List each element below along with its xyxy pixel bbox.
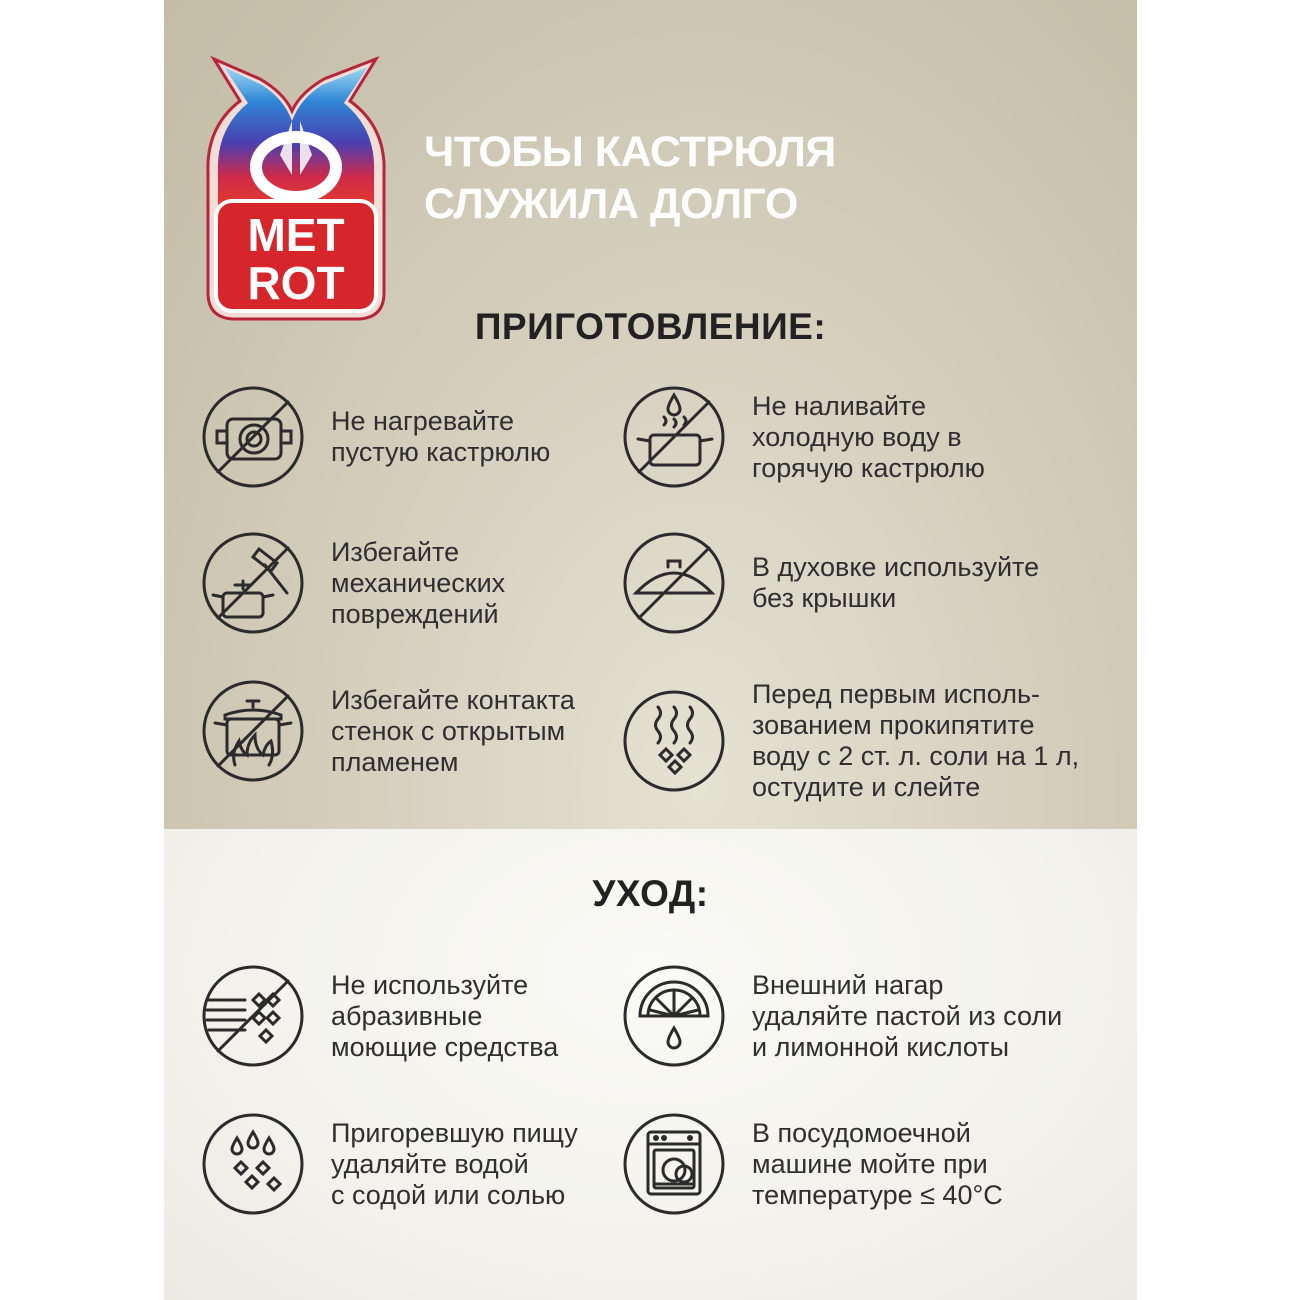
tip-text: Внешний нагар удаляйте пастой из соли и лимонной кислоты [752, 969, 1063, 1062]
tip-text: В духовке используйте без крышки [752, 552, 1040, 613]
tip-water-soda [201, 1112, 578, 1216]
tip-text: Избегайте механических повреждений [331, 536, 506, 629]
no-abrasive-icon [201, 964, 305, 1068]
tip-dishwasher [622, 1112, 1003, 1216]
tip-text: Перед первым исполь- зованием прокипятите воду с 2 ст. л. соли на 1 л, остудите и слейте [752, 679, 1080, 802]
tip-text: В посудомоечной машине мойте при температуре ≤ 40°С [752, 1117, 1003, 1210]
tip-no-hammer-damage [201, 531, 505, 635]
tip-lemon-paste [622, 964, 1062, 1068]
care-section-title: УХОД: [592, 873, 709, 914]
cooking-section-title: ПРИГОТОВЛЕНИЕ: [474, 306, 827, 347]
no-empty-heating-icon [201, 385, 305, 489]
oven-no-lid-icon [622, 531, 726, 635]
brand-line-2: ROT [247, 257, 345, 309]
dishwasher-icon [622, 1112, 726, 1216]
tip-no-open-flame [201, 679, 575, 783]
metrot-logo [200, 55, 392, 327]
lemon-icon [622, 964, 726, 1068]
tip-boil-salt-water [622, 679, 1079, 803]
no-open-flame-icon [201, 679, 305, 783]
tip-no-cold-water [622, 385, 985, 489]
tip-no-empty-heating [201, 385, 550, 489]
tip-text: Не используйте абразивные моющие средства [331, 969, 559, 1062]
tip-text: Пригоревшую пищу удаляйте водой с содой или солью [331, 1117, 578, 1210]
boil-salt-water-icon [622, 689, 726, 793]
no-hammer-damage-icon [201, 531, 305, 635]
headline: ЧТОБЫ КАСТРЮЛЯ СЛУЖИЛА ДОЛГО [424, 128, 836, 228]
tip-oven-no-lid [622, 531, 1039, 635]
tip-text: Избегайте контакта стенок с открытым пламенем [331, 684, 575, 777]
tip-text: Не наливайте холодную воду в горячую кастрюлю [752, 390, 985, 483]
water-soda-icon [201, 1112, 305, 1216]
no-cold-water-icon [622, 385, 726, 489]
tip-no-abrasive [201, 964, 558, 1068]
brand-line-1: MET [247, 209, 345, 261]
tip-text: Не нагревайте пустую кастрюлю [331, 406, 551, 467]
